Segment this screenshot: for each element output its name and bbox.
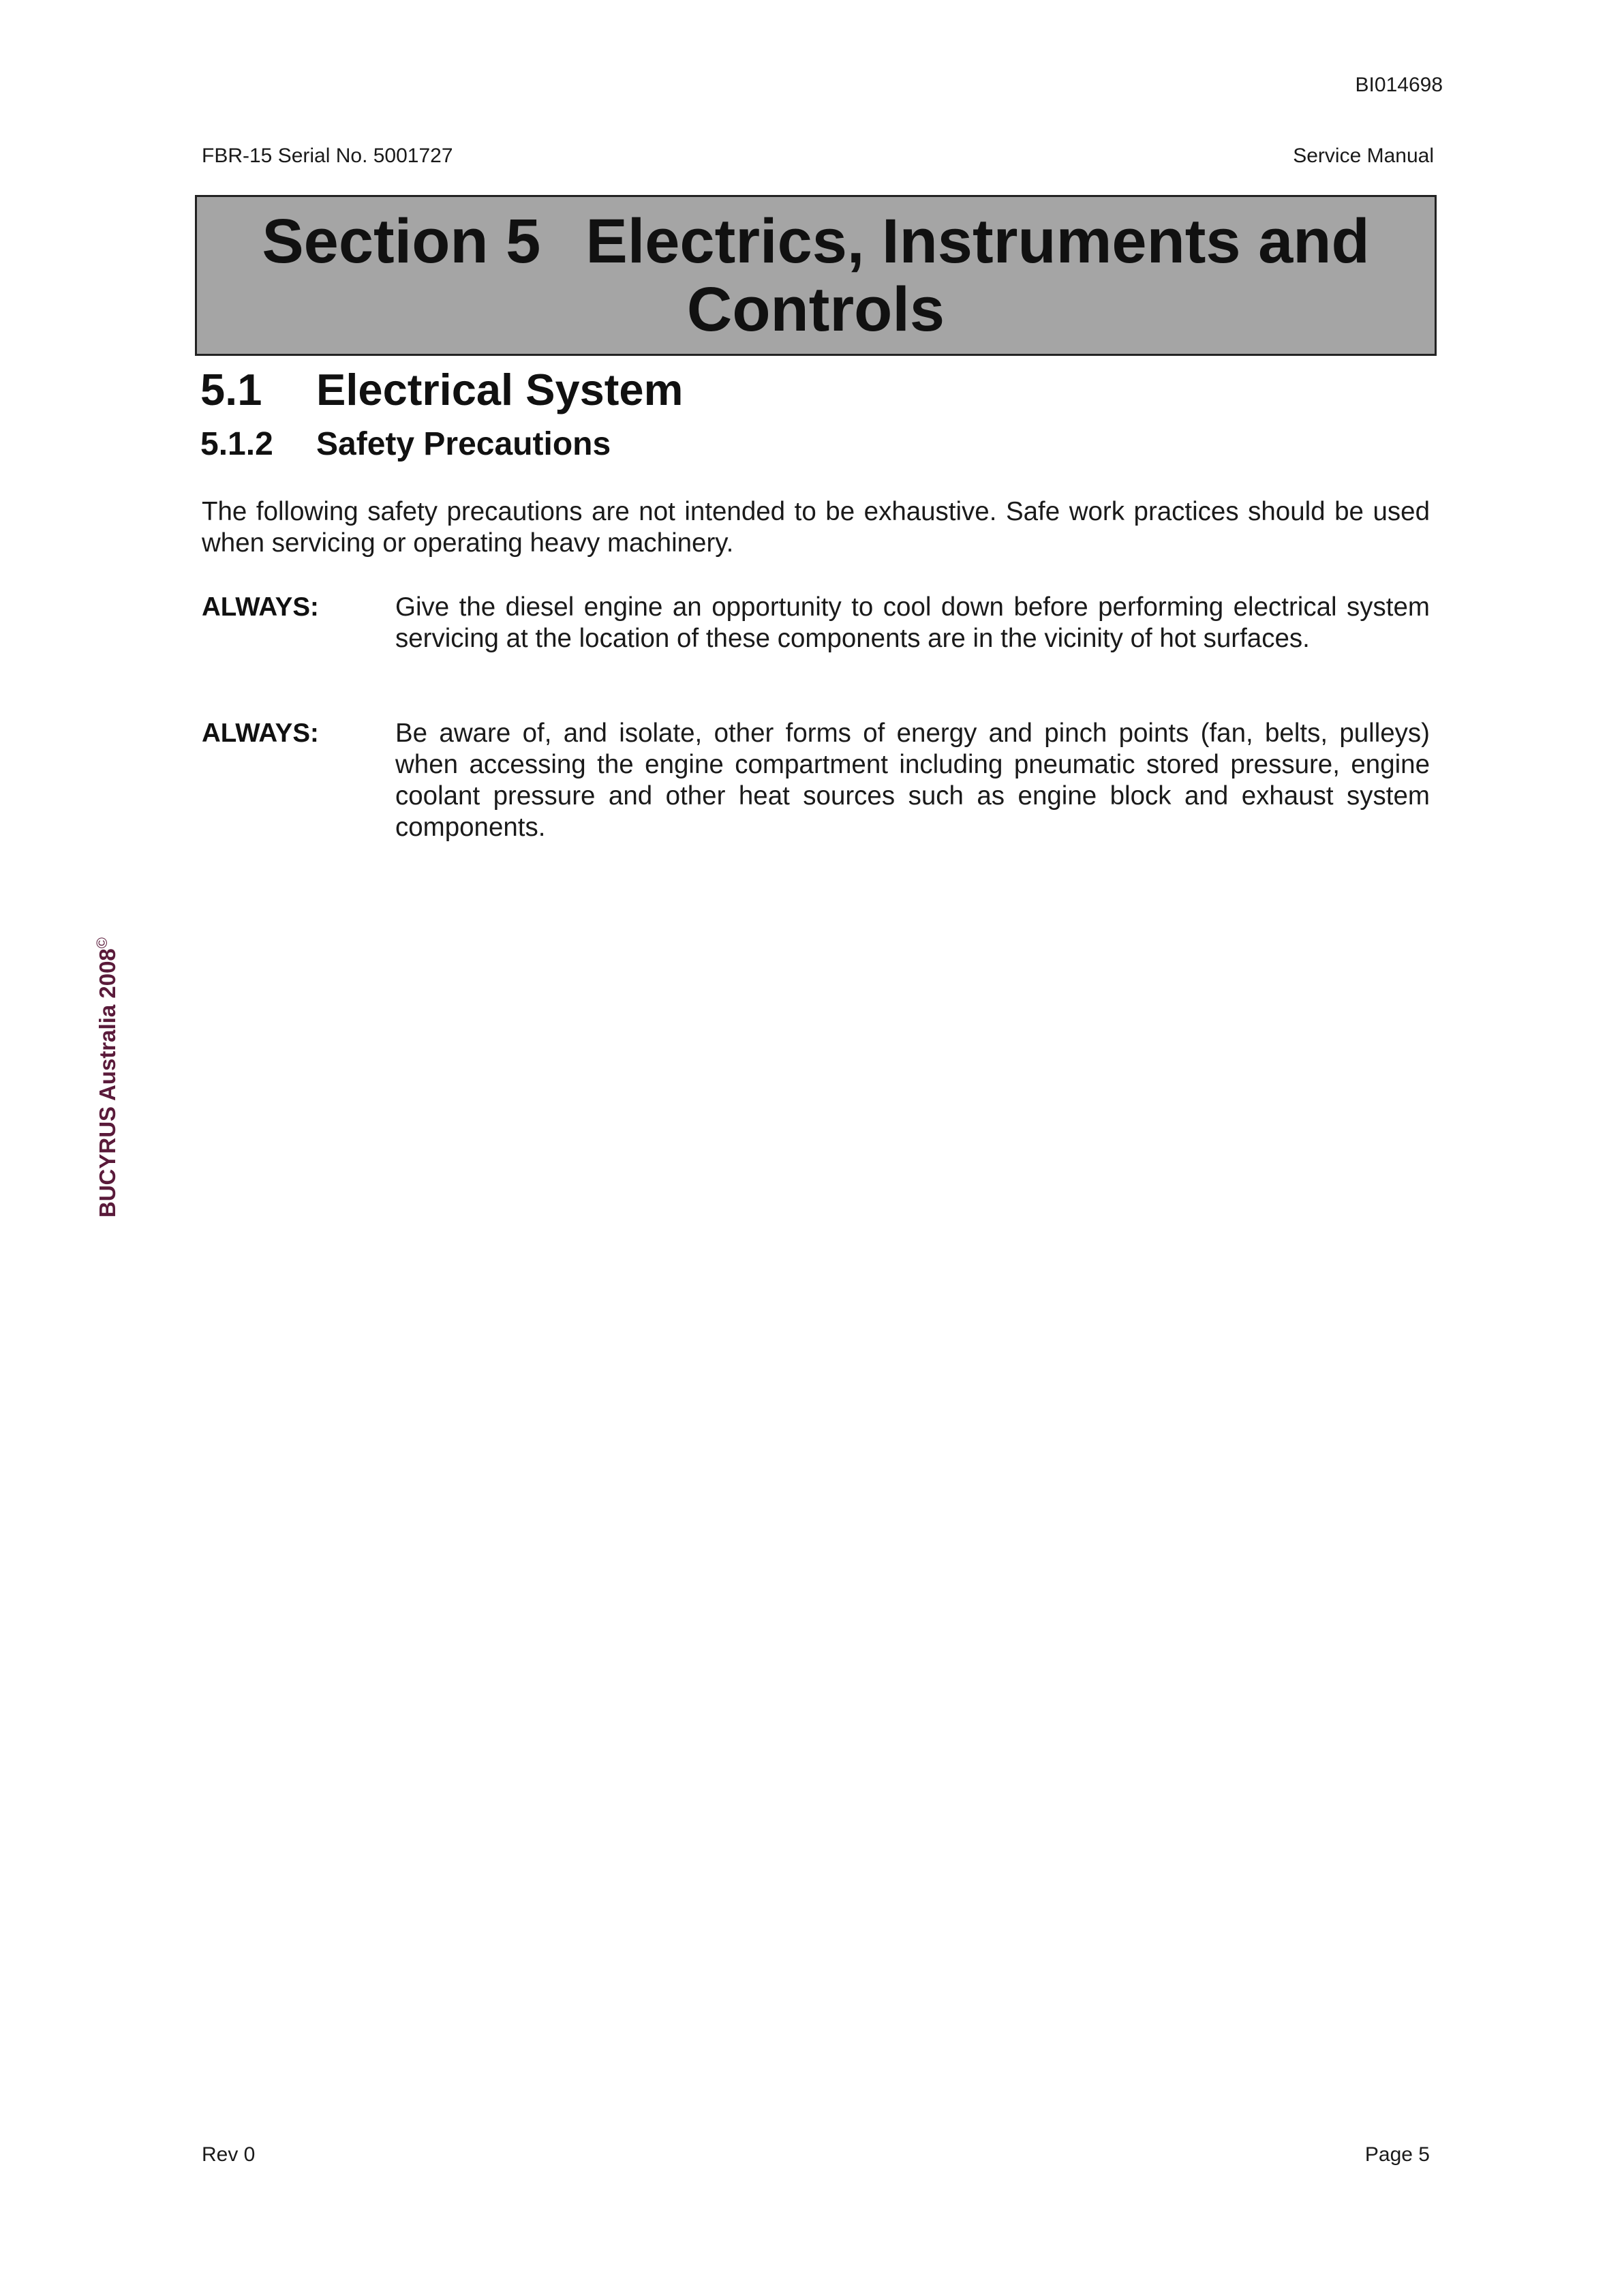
header-serial: FBR-15 Serial No. 5001727 — [202, 145, 453, 167]
intro-paragraph: The following safety precautions are not intended to be exhaustive. Safe work practices should be used when servicing or operating heavy machinery. — [202, 497, 1430, 558]
precaution-text: Be aware of, and isolate, other forms of energy and pinch points (fan, belts, pulleys) when accessing the engine compartment including pneumatic stored pressure, engine coolant pressure and other heat sources such as engine block and exhaust system components. — [395, 719, 1430, 842]
subheading-number: 5.1.2 — [200, 426, 273, 462]
section-title-box — [195, 195, 1437, 356]
heading-electrical-system — [200, 364, 683, 415]
footer-revision: Rev 0 — [202, 2143, 256, 2166]
subheading-safety-precautions — [200, 425, 611, 463]
section-title-line1: Electrics, Instruments and — [585, 207, 1370, 276]
heading-number: 5.1 — [200, 365, 262, 414]
section-title-line2: Controls — [686, 275, 945, 344]
subheading-title: Safety Precautions — [316, 426, 611, 462]
heading-title: Electrical System — [316, 365, 684, 414]
copyright-sidebar — [87, 937, 120, 1224]
section-number: Section 5 — [262, 207, 541, 276]
copyright-text: BUCYRUS Australia 2008 — [95, 948, 120, 1218]
header-manual-type: Service Manual — [1293, 145, 1434, 167]
footer-page-number: Page 5 — [1364, 2143, 1430, 2166]
precaution-label: ALWAYS: — [202, 719, 319, 748]
document-id: BI014698 — [1355, 74, 1443, 96]
section-title — [262, 207, 1369, 344]
copyright-symbol: © — [93, 937, 110, 949]
precaution-label: ALWAYS: — [202, 592, 319, 622]
precaution-text: Give the diesel engine an opportunity to cool down before performing electrical system servicing at the location of these components are in the vicinity of hot surfaces. — [395, 592, 1430, 653]
